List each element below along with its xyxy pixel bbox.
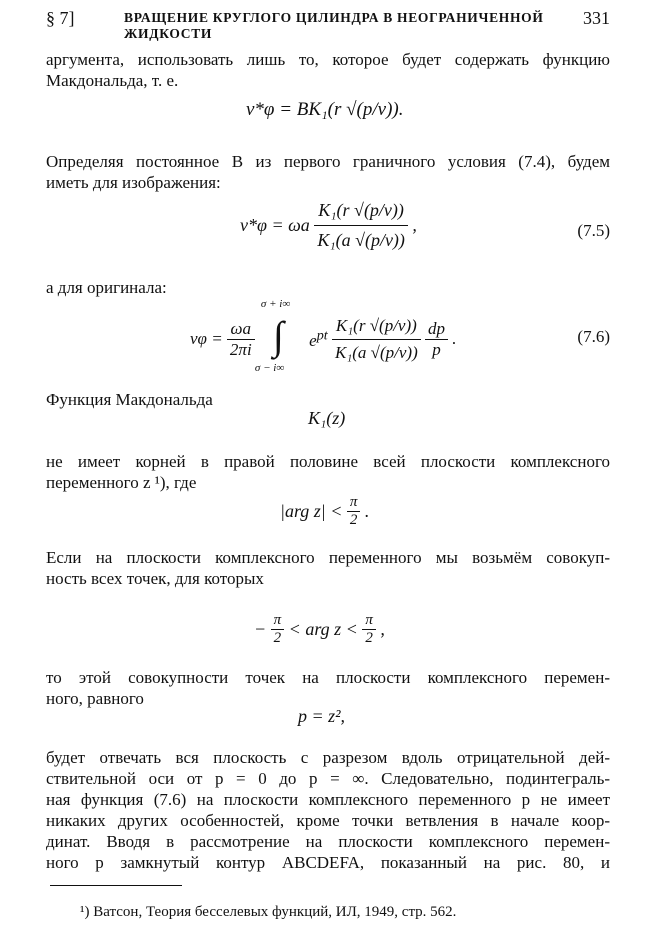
eq3-text: |arg z| < — [280, 501, 343, 521]
para6-line2: ность всех точек, для которых — [46, 569, 264, 588]
eq1-lhs: v*φ = — [246, 99, 293, 120]
eq76-denominator: K₁(a √(p/ν)) — [332, 339, 421, 363]
eq76-dp-fraction — [425, 319, 448, 360]
para8-line5: динат. Вводя в рассмотрение на плоскости комплексного перемен- — [46, 832, 610, 851]
eq4-mid: < arg z < — [288, 619, 358, 639]
eq4-den2: 2 — [362, 629, 376, 647]
eq75-fraction — [314, 200, 408, 251]
integral-sign-icon: ∫ — [272, 313, 284, 358]
footnote: ¹) Ватсон, Теория бесселевых функций, ИЛ, 1949, стр. 562. — [80, 904, 457, 920]
eq3-num: π — [349, 494, 358, 510]
eq76-exp-sup: pt — [316, 327, 328, 344]
eq76-integral — [254, 298, 305, 374]
eq4-minus: − — [254, 619, 267, 639]
eq76-dp-num: dp — [427, 318, 445, 338]
eq4-den1: 2 — [271, 629, 285, 647]
equation-number-7-5: (7.5) — [577, 221, 610, 240]
para8-line4: никаких других особенностей, кроме точки ветвления в начале коор- — [46, 811, 610, 830]
equation-7-6 — [190, 298, 457, 374]
eq76-lower-limit: σ − i∞ — [254, 362, 285, 374]
eq75-lhs: v*φ = ωa — [240, 215, 310, 235]
running-title: ВРАЩЕНИЕ КРУГЛОГО ЦИЛИНДРА В НЕОГРАНИЧЕННОЙ ЖИДКОСТИ — [124, 10, 544, 41]
para3-line1: а для оригинала: — [46, 278, 167, 297]
para8-line6: ного p замкнутый контур ABCDEFA, показанный на рис. 80, и — [46, 853, 610, 872]
eq75-denominator: K₁(a √(p/ν)) — [314, 225, 408, 251]
eq76-upper-limit: σ + i∞ — [260, 298, 291, 310]
eq4-tail: , — [380, 619, 385, 639]
eq4-fraction-right — [362, 612, 376, 647]
para7-line1: то этой совокупности точек на плоскости комплексного перемен- — [46, 668, 610, 687]
para4-line1: Функция Макдональда — [46, 390, 213, 409]
eq4-fraction-left — [271, 612, 285, 647]
eq76-numerator: K₁(r √(p/ν)) — [335, 315, 417, 335]
eq76-lhs: vφ = — [190, 329, 223, 348]
eq76-coefficient — [227, 319, 255, 360]
equation-arg-range — [254, 612, 385, 647]
equation-arg-z — [280, 494, 369, 529]
eq4-num1: π — [273, 612, 282, 628]
para7-line2: ного, равного — [46, 689, 144, 708]
eq76-tail: . — [452, 329, 457, 348]
eq75-tail: , — [412, 215, 417, 235]
eq76-exp-base: e — [309, 330, 317, 350]
para1-line2: Макдональда, т. е. — [46, 71, 179, 90]
eq75-numerator: K₁(r √(p/ν)) — [318, 200, 404, 220]
running-header — [46, 8, 610, 41]
eq76-fraction — [332, 316, 421, 363]
para5-line2: переменного z ¹), где — [46, 473, 197, 492]
para8-line2: ствительной оси от p = 0 до p = ∞. Следовательно, подинтеграль- — [46, 769, 610, 788]
equation-number-7-6: (7.6) — [577, 327, 610, 346]
para8-line1: будет отвечать вся плоскость с разрезом вдоль отрицательной дей- — [46, 748, 610, 767]
para6-line1: Если на плоскости комплексного переменного мы возьмём совокуп- — [46, 548, 610, 567]
section-number: § 7] — [46, 8, 75, 28]
page-number: 331 — [583, 8, 610, 28]
eq3-tail: . — [364, 501, 370, 521]
eq1-rhs: BK₁(r √(p/ν)). — [296, 99, 404, 120]
eq76-coef-den: 2πi — [227, 339, 255, 360]
formula-k1-z: K₁(z) — [308, 408, 346, 428]
eq76-coef-num: ωa — [230, 318, 252, 338]
eq4-num2: π — [365, 612, 373, 628]
eq76-dp-den: p — [425, 339, 448, 360]
para5-line1: не имеет корней в правой половине всей плоскости комплексного — [46, 452, 610, 471]
eq76-exponential — [309, 327, 328, 350]
para8-line3: ная функция (7.6) на плоскости комплексного переменного p не имеет — [46, 790, 610, 809]
para2-line1: Определяя постоянное B из первого граничного условия (7.4), будем — [46, 152, 610, 171]
equation-v-phi-star — [246, 99, 404, 121]
eq3-den: 2 — [347, 511, 361, 529]
para1-line1: аргумента, использовать лишь то, которое будет содержать функцию — [46, 50, 610, 69]
equation-p-z-squared: p = z², — [298, 706, 346, 726]
para2-line2: иметь для изображения: — [46, 173, 221, 192]
equation-7-5 — [240, 200, 417, 251]
eq3-fraction — [347, 494, 361, 529]
footnote-rule — [50, 885, 182, 886]
